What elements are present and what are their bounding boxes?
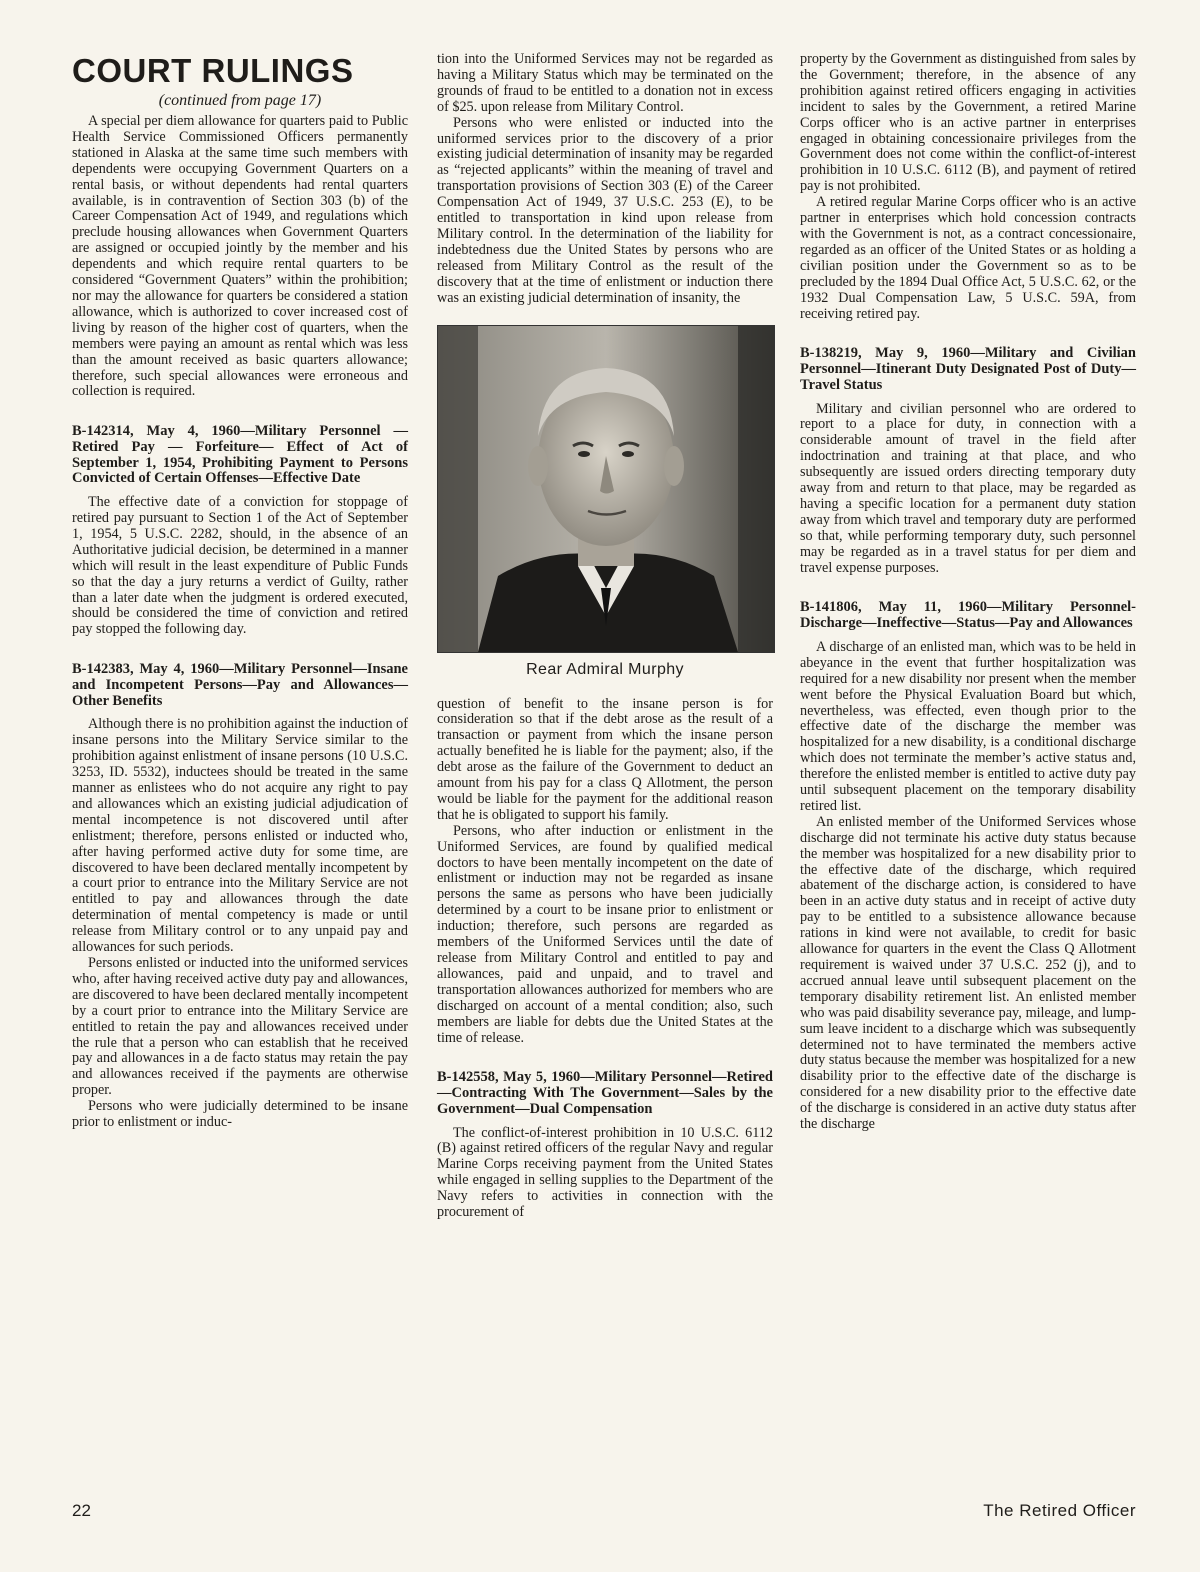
paragraph: Persons who were judicially determined to be insane prior to enlistment or induc-	[72, 1098, 408, 1131]
column-2	[437, 52, 773, 1221]
portrait-image	[438, 326, 774, 652]
paragraph: A special per diem allowance for quarters paid to Public Health Service Commissioned Officers permanently stationed in Alaska at the same time such members with dependents were occupying Government Quarters on a rental basis, or without dependents had rental quarters available, is in contravention of Section 303 (b) of the Career Compensation Act of 1949, and regulations which preclude housing allowances when Government Quarters are assigned or occupied jointly by the member and his dependents and which require rental quarters to be considered “Government Quaters” within the prohibition; nor may the allowance for quarters be considered a station allowance, which is authorized to cover increased cost of living by reason of the higher cost of quarters, when the members were paying an amount as rental which was less than the amount received as basic quarters allowance; therefore, such special allowances were erroneous and collection is required.	[72, 113, 408, 400]
ruling-heading: B-138219, May 9, 1960—Military and Civilian Personnel—Itinerant Duty Designated Post of Duty—Travel Status	[800, 345, 1136, 393]
column-3	[800, 52, 1136, 1133]
paragraph: A discharge of an enlisted man, which was to be held in abeyance in the event that further hospitalization was required for a new disability nor present when the member went before the Physical Evaluation Board but which, nevertheless, was effected, even though prior to the effective date of the discharge the member was hospitalized for a new disability, is a conditional discharge which does not terminate the member’s active status and, therefore the enlisted member is entitled to active duty pay until subsequent placement on the temporary disability retired list.	[800, 638, 1136, 814]
ruling-heading: B-142314, May 4, 1960—Military Personnel — Retired Pay — Forfeiture— Effect of Act of September 1, 1954, Prohibiting Payment to Persons Convicted of Certain Offenses—Effective Date	[72, 423, 408, 487]
publication-name: The Retired Officer	[983, 1501, 1136, 1520]
page-title: COURT RULINGS	[72, 52, 354, 89]
paragraph: The effective date of a conviction for stoppage of retired pay pursuant to Section 1 of the Act of September 1, 1954, 5 U.S.C. 2282, should, in the absence of an Authoritative judicial decision, be determined in a manner which will result in the least expenditure of Public Funds so that the day a jury returns a verdict of Guilty, rather than a later date when the judgment is ordered executed, should be considered the time of conviction and retired pay stopped the following day.	[72, 494, 408, 638]
paragraph: question of benefit to the insane person is for consideration so that if the debt arose as the result of a transaction or payment from which the insane person actually benefited he is liable for the payment; also, if the debt arose as the failure of the Government to deduct an amount from his pay for a class Q Allotment, the person would be liable for the payment for the additional reason that he is obligated to support his family.	[437, 695, 773, 823]
paragraph: Persons enlisted or inducted into the uniformed services who, after having received active duty pay and allowances, are discovered to have been declared mentally incompetent by a court prior to entrance into the Military Service are entitled to retain the pay and allowances received under the rule that a person who can establish that he received pay and allowances in a de facto status may retain the pay and allowances received if the payments are otherwise proper.	[72, 954, 409, 1099]
ruling-heading: B-142558, May 5, 1960—Military Personnel—Retired—Contracting With The Government—Sales by the Government—Dual Compensation	[437, 1069, 773, 1117]
photo-caption: Rear Admiral Murphy	[526, 660, 684, 678]
page-number: 22	[72, 1501, 91, 1520]
paragraph: Although there is no prohibition against the induction of insane persons into the Military Service similar to the prohibition against enlistment of insane persons (10 U.S.C. 3253, ID. 5532), inductees should be treated in the same manner as enlistees who do not acquire any right to pay and allowances which an existing judicial adjudication of mental incompetence is not discovered until after enlistment; therefore, persons enlisted or inducted who, after having performed active duty for some time, are discovered to have been declared mentally incompetent by a court prior to entrance into the Military Service are not entitled to pay and allowances through the date determination of mental competency is made or until release from Military control or to any unpaid pay and allowances for such periods.	[72, 716, 408, 956]
paragraph: property by the Government as distinguished from sales by the Government; therefore, in the absence of any prohibition against retired officers engaging in activities incident to sales by the Government, a retired Marine Corps officer who is an active partner in enterprises engaged in obtaining concessionaire privileges from the Government does not come within the conflict-of-interest prohibition in 10 U.S.C. 6112 (B), and payment of retired pay is not prohibited.	[800, 51, 1136, 195]
paragraph: Persons, who after induction or enlistment in the Uniformed Services, are found by qualified medical doctors to have been mentally incompetent on the date of enlistment or induction may not be regarded as insane persons the same as persons who have been judicially determined by a court to be insane prior to enlistment or induction; therefore, such persons are regarded as members of the Uniformed Services until the date of release from Military Control and entitled to pay and allowances, paid and unpaid, and to travel and transportation allowances authorized for members who are discharged on account of a mental condition; also, such members are liable for debts due the United States at the time of release.	[437, 822, 773, 1046]
paragraph: An enlisted member of the Uniformed Services whose discharge did not terminate his active duty status because the member was hospitalized for a new disability prior to the effective date of the discharge, which required abatement of the discharge action, is considered to have been in an active duty status and in receipt of active duty pay to be entitled to a subsistence allowance because rations in kind were not available, to credit for basic allowance for quarters in the event the Class Q Allotment requirement is waived under 37 U.S.C. 252 (j), and to accrued annual leave until subsequent placement on the temporary disability retirement list. An enlisted member who was paid disability severance pay, mileage, and lump-sum leave incident to a discharge which was subsequently determined not to have terminated the members active duty status because the member was hospitalized for a new disability prior to the effective date of the discharge is considered for a new disability prior to the effective date of the discharge is considered in an active duty status after the discharge	[800, 813, 1136, 1133]
paragraph: A retired regular Marine Corps officer who is an active partner in enterprises which hold concession contracts with the Government is not, as a contract concessionaire, regarded as an officer of the United States or as holding a civilian position under the Government so as to be precluded by the 1894 Dual Office Act, 5 U.S.C. 62, or the 1932 Dual Compensation Law, 5 U.S.C. 59A, from receiving retired pay.	[800, 194, 1136, 322]
ruling-heading: B-142383, May 4, 1960—Military Personnel—Insane and Incompetent Persons—Pay and Allowances—Other Benefits	[72, 661, 408, 709]
continued-note: (continued from page 17)	[158, 92, 322, 109]
ruling-heading: B-141806, May 11, 1960—Military Personnel-Discharge—Ineffective—Status—Pay and Allowances	[800, 599, 1136, 632]
paragraph: tion into the Uniformed Services may not be regarded as having a Military Status which may be terminated on the grounds of fraud to be entitled to a donation not in excess of $25. upon release from Military Control.	[437, 51, 773, 115]
column-1	[72, 52, 408, 1131]
paragraph: Military and civilian personnel who are ordered to report to a place for duty, in connection with a considerable amount of travel in the field after indoctrination and training at that place, and who subsequently are issued orders directing temporary duty away from and return to that place, may be regarded as having a specific location for a permanent duty station away from which travel and temporary duty are performed so that, while performing temporary duty, such personnel may be regarded as in a travel status for per diem and travel expense purposes.	[800, 400, 1136, 576]
paragraph: The conflict-of-interest prohibition in 10 U.S.C. 6112 (B) against retired officers of the regular Navy and regular Marine Corps receiving payment from the United States while engaged in selling supplies to the Department of the Navy refers to activities in connection with the procurement of	[437, 1124, 773, 1221]
paragraph: Persons who were enlisted or inducted into the uniformed services prior to the discovery of a prior existing judicial determination of insanity may be regarded as “rejected applicants” within the meaning of travel and transportation provisions of Section 303 (E) of the Career Compensation Act of 1949, 37 U.S.C. 253 (E), to be entitled to transportation in kind upon release from Military control. In the determination of the liability for indebtedness due the United States by persons who are released from Military Control as the result of the discovery that at the time of enlistment or induction there was an existing judicial determination of insanity, the	[437, 114, 773, 306]
portrait-photo	[437, 325, 775, 653]
